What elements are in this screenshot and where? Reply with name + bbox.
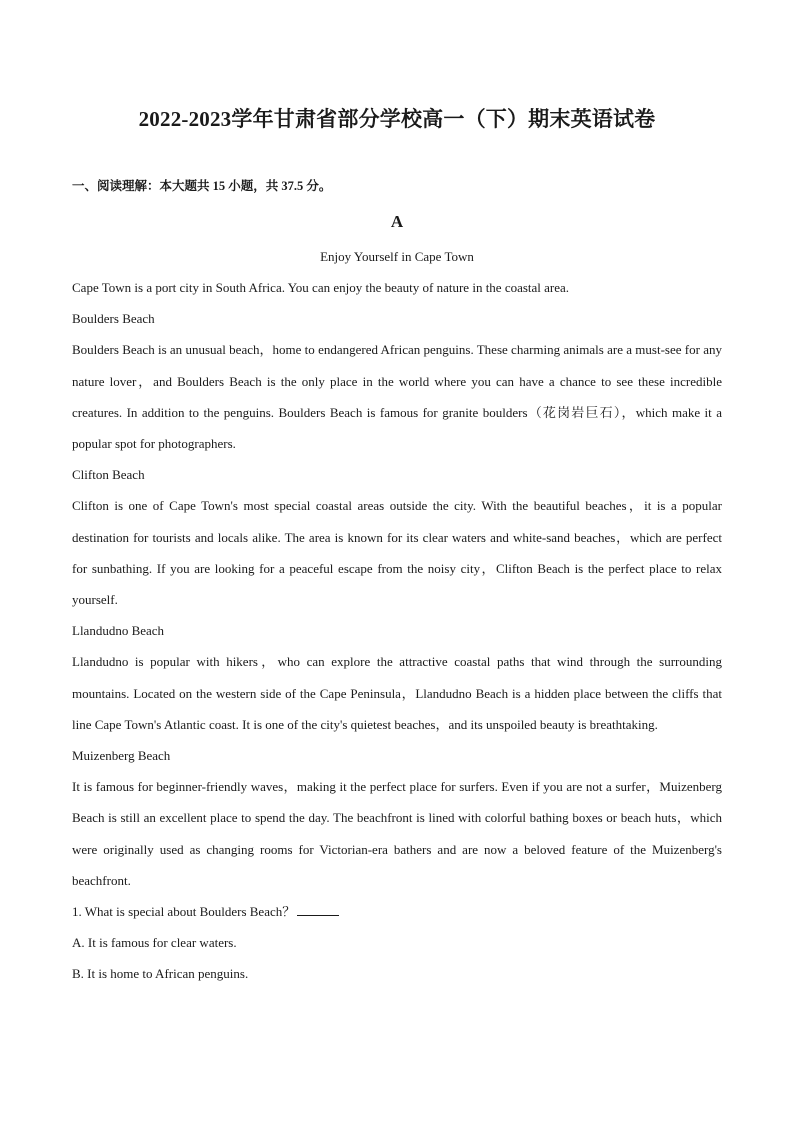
- passage-intro: Cape Town is a port city in South Africa. You can enjoy the beauty of nature in the coastal area.: [72, 280, 570, 295]
- question-1-option-b: B. It is home to African penguins.: [72, 966, 249, 982]
- passage-body: [72, 272, 722, 990]
- passage-title: Enjoy Yourself in Cape Town: [320, 249, 474, 264]
- section-text-boulders: Boulders Beach is an unusual beach，home to endangered African penguins. These charming animals are a must-see for any nature lover，and Boulders Beach is the only place in the world where you can have a chance to see these incredible creatures. In addition to the penguins. Boulders Beach is famous for granite boulders（花岗岩巨石），which make it a popular spot for photographers.: [72, 342, 722, 452]
- question-1-option-a: A. It is famous for clear waters.: [72, 935, 237, 951]
- section-heading-muizenberg: Muizenberg Beach: [72, 748, 171, 764]
- section-heading-llandudno: Llandudno Beach: [72, 623, 165, 639]
- section-heading-boulders: Boulders Beach: [72, 311, 155, 327]
- section-header: 一、阅读理解：本大题共 15 小题，共 37.5 分。: [72, 179, 332, 193]
- passage-letter: A: [390, 212, 404, 231]
- question-1: [72, 896, 722, 927]
- answer-blank[interactable]: [297, 903, 339, 916]
- section-heading-clifton: Clifton Beach: [72, 467, 145, 483]
- exam-title: 2022-2023学年甘肃省部分学校高一（下）期末英语试卷: [138, 107, 656, 131]
- section-text-muizenberg: It is famous for beginner-friendly waves，making it the perfect place for surfers. Even if you are not a surfer，Muizenberg Beach is still an excellent place to spend the day. The beachfront is lined with colorful bathing boxes or beach huts，which were originally used as changing rooms for Victorian-era bathers and are now a beloved feature of the Muizenberg's beachfront.: [72, 779, 722, 888]
- section-text-clifton: Clifton is one of Cape Town's most special coastal areas outside the city. With the beautiful beaches，it is a popular destination for tourists and locals alike. The area is known for its clear waters and white-sand beaches，which are perfect for sunbathing. If you are looking for a peaceful escape from the noisy city，Clifton Beach is the perfect place to relax yourself.: [72, 498, 722, 608]
- question-1-stem: 1. What is special about Boulders Beach？: [72, 904, 296, 920]
- section-text-llandudno: Llandudno is popular with hikers，who can explore the attractive coastal paths that wind through the surrounding mountains. Located on the western side of the Cape Peninsula，Llandudno Beach is a hidden place between the cliffs that line Cape Town's Atlantic coast. It is one of the city's quietest beaches，and its unspoiled beauty is breathtaking.: [72, 654, 722, 732]
